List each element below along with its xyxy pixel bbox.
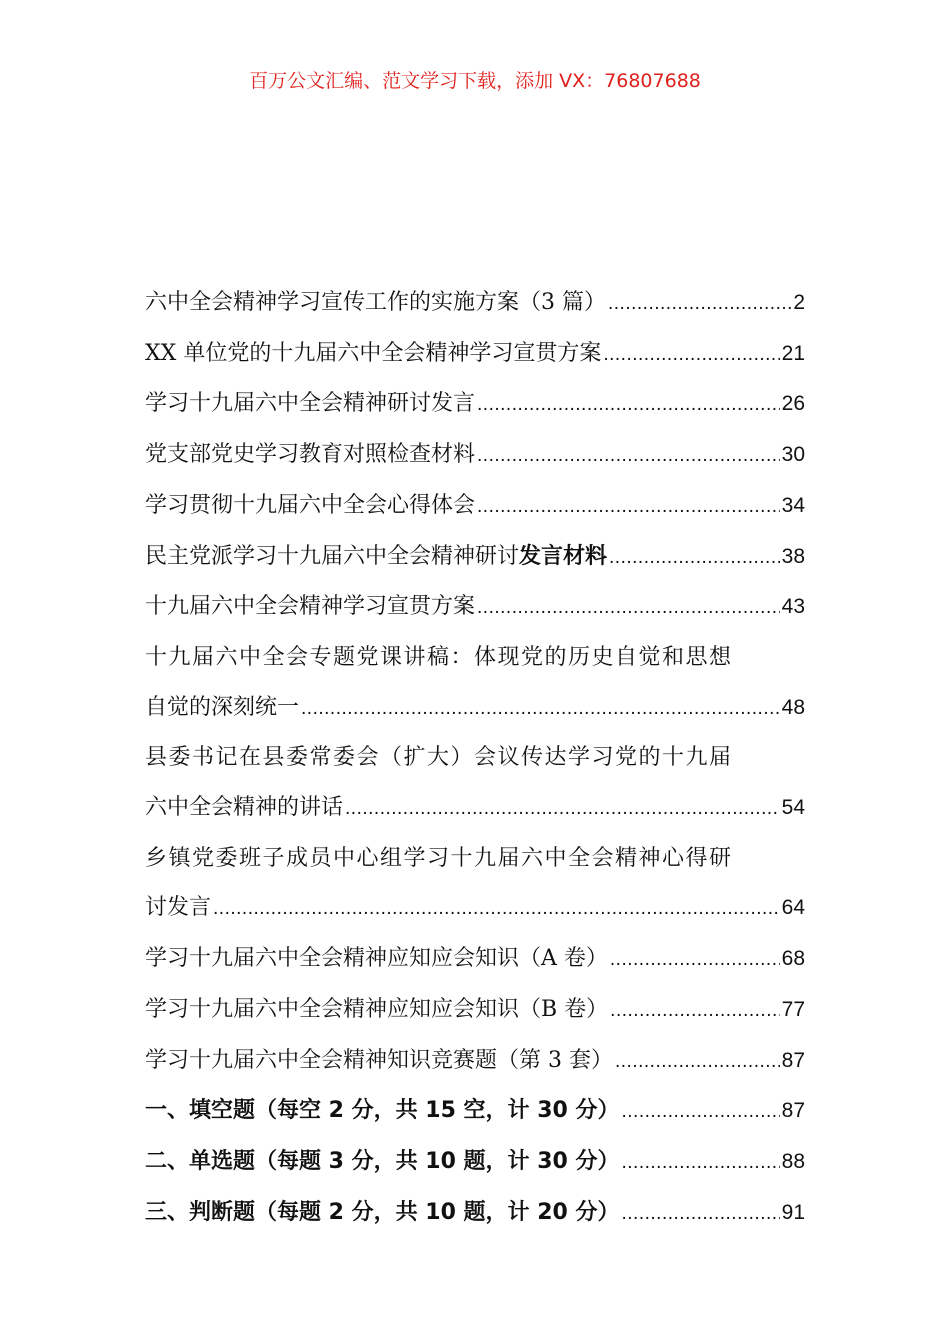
toc-title-line1: 十九届六中全会专题党课讲稿：体现党的历史自觉和思想 (145, 644, 733, 670)
toc-page-number: 43 (781, 595, 805, 619)
toc-leader (610, 986, 779, 1036)
toc-leader (477, 431, 780, 481)
toc-leader (622, 1189, 780, 1239)
toc-page-number: 26 (781, 392, 805, 416)
toc-entry[interactable] (145, 379, 805, 430)
toc-title-regular: 民主党派学习十九届六中全会精神研讨 (145, 543, 520, 569)
toc-title-bold: 发言材料 (519, 543, 608, 569)
toc-page-number: 2 (793, 291, 805, 314)
toc-entry[interactable] (145, 582, 805, 633)
toc-entry[interactable] (145, 633, 805, 733)
toc-page-number: 87 (781, 1099, 805, 1123)
toc-entry[interactable] (145, 430, 805, 481)
toc-leader (477, 380, 780, 430)
toc-page-number: 91 (781, 1200, 805, 1224)
toc-page-number: 54 (781, 796, 805, 820)
toc-title: 六中全会精神的讲话 (145, 795, 344, 821)
toc-page-number: 38 (781, 544, 805, 568)
toc-title: 学习十九届六中全会精神应知应会知识（B 卷） (145, 996, 609, 1022)
toc-entry[interactable] (145, 329, 805, 380)
toc-entry[interactable] (145, 1036, 805, 1087)
toc-entry-section[interactable] (145, 1137, 805, 1188)
toc-leader (477, 583, 780, 633)
toc-leader (301, 684, 780, 734)
toc-page-number: 64 (781, 896, 805, 920)
toc-title-line1: 乡镇党委班子成员中心组学习十九届六中全会精神心得研 (145, 845, 733, 871)
table-of-contents (145, 278, 805, 1238)
toc-title: 十九届六中全会精神学习宣贯方案 (145, 594, 476, 620)
toc-page-number: 77 (781, 997, 805, 1021)
toc-leader (608, 279, 791, 329)
toc-leader (615, 1037, 780, 1087)
toc-page-number: 88 (781, 1149, 805, 1173)
toc-title-line1: 县委书记在县委常委会（扩大）会议传达学习党的十九届 (145, 745, 733, 771)
toc-title: 学习十九届六中全会精神知识竞赛题（第 3 套） (145, 1047, 613, 1073)
toc-page-number: 48 (781, 695, 805, 719)
toc-entry[interactable] (145, 532, 805, 583)
toc-title: 学习贯彻十九届六中全会心得体会 (145, 492, 476, 518)
toc-entry[interactable] (145, 278, 805, 329)
toc-title: 讨发言 (145, 895, 212, 921)
toc-title: 六中全会精神学习宣传工作的实施方案（3 篇） (145, 290, 606, 315)
toc-title: 学习十九届六中全会精神应知应会知识（A 卷） (145, 946, 608, 972)
toc-leader (609, 533, 780, 583)
toc-leader (603, 330, 779, 380)
toc-leader (213, 884, 780, 934)
toc-entry[interactable] (145, 834, 805, 934)
toc-entry[interactable] (145, 733, 805, 833)
toc-entry-section[interactable] (145, 1086, 805, 1137)
toc-title: 三、判断题（每题 2 分，共 10 题，计 20 分） (145, 1199, 620, 1225)
toc-title: 二、单选题（每题 3 分，共 10 题，计 30 分） (145, 1148, 620, 1174)
toc-leader (477, 482, 780, 532)
toc-page-number: 21 (781, 341, 805, 365)
page-header-watermark: 百万公文汇编、范文学习下载，添加 VX：76807688 (249, 70, 701, 92)
toc-entry[interactable] (145, 985, 805, 1036)
toc-page-number: 30 (781, 443, 805, 467)
toc-title: 一、填空题（每空 2 分，共 15 空，计 30 分） (145, 1098, 620, 1124)
toc-page-number: 87 (781, 1048, 805, 1072)
toc-page-number: 68 (781, 947, 805, 971)
toc-title: XX 单位党的十九届六中全会精神学习宣贯方案 (145, 340, 602, 366)
toc-leader (345, 784, 780, 834)
toc-entry[interactable] (145, 934, 805, 985)
toc-leader (622, 1138, 780, 1188)
toc-entry-section[interactable] (145, 1188, 805, 1239)
toc-entry[interactable] (145, 481, 805, 532)
toc-title: 学习十九届六中全会精神研讨发言 (145, 391, 476, 417)
toc-title (145, 532, 607, 582)
toc-leader (622, 1087, 780, 1137)
toc-title: 党支部党史学习教育对照检查材料 (145, 442, 476, 468)
toc-page-number: 34 (781, 493, 805, 517)
toc-leader (610, 935, 780, 985)
toc-title: 自觉的深刻统一 (145, 694, 300, 720)
